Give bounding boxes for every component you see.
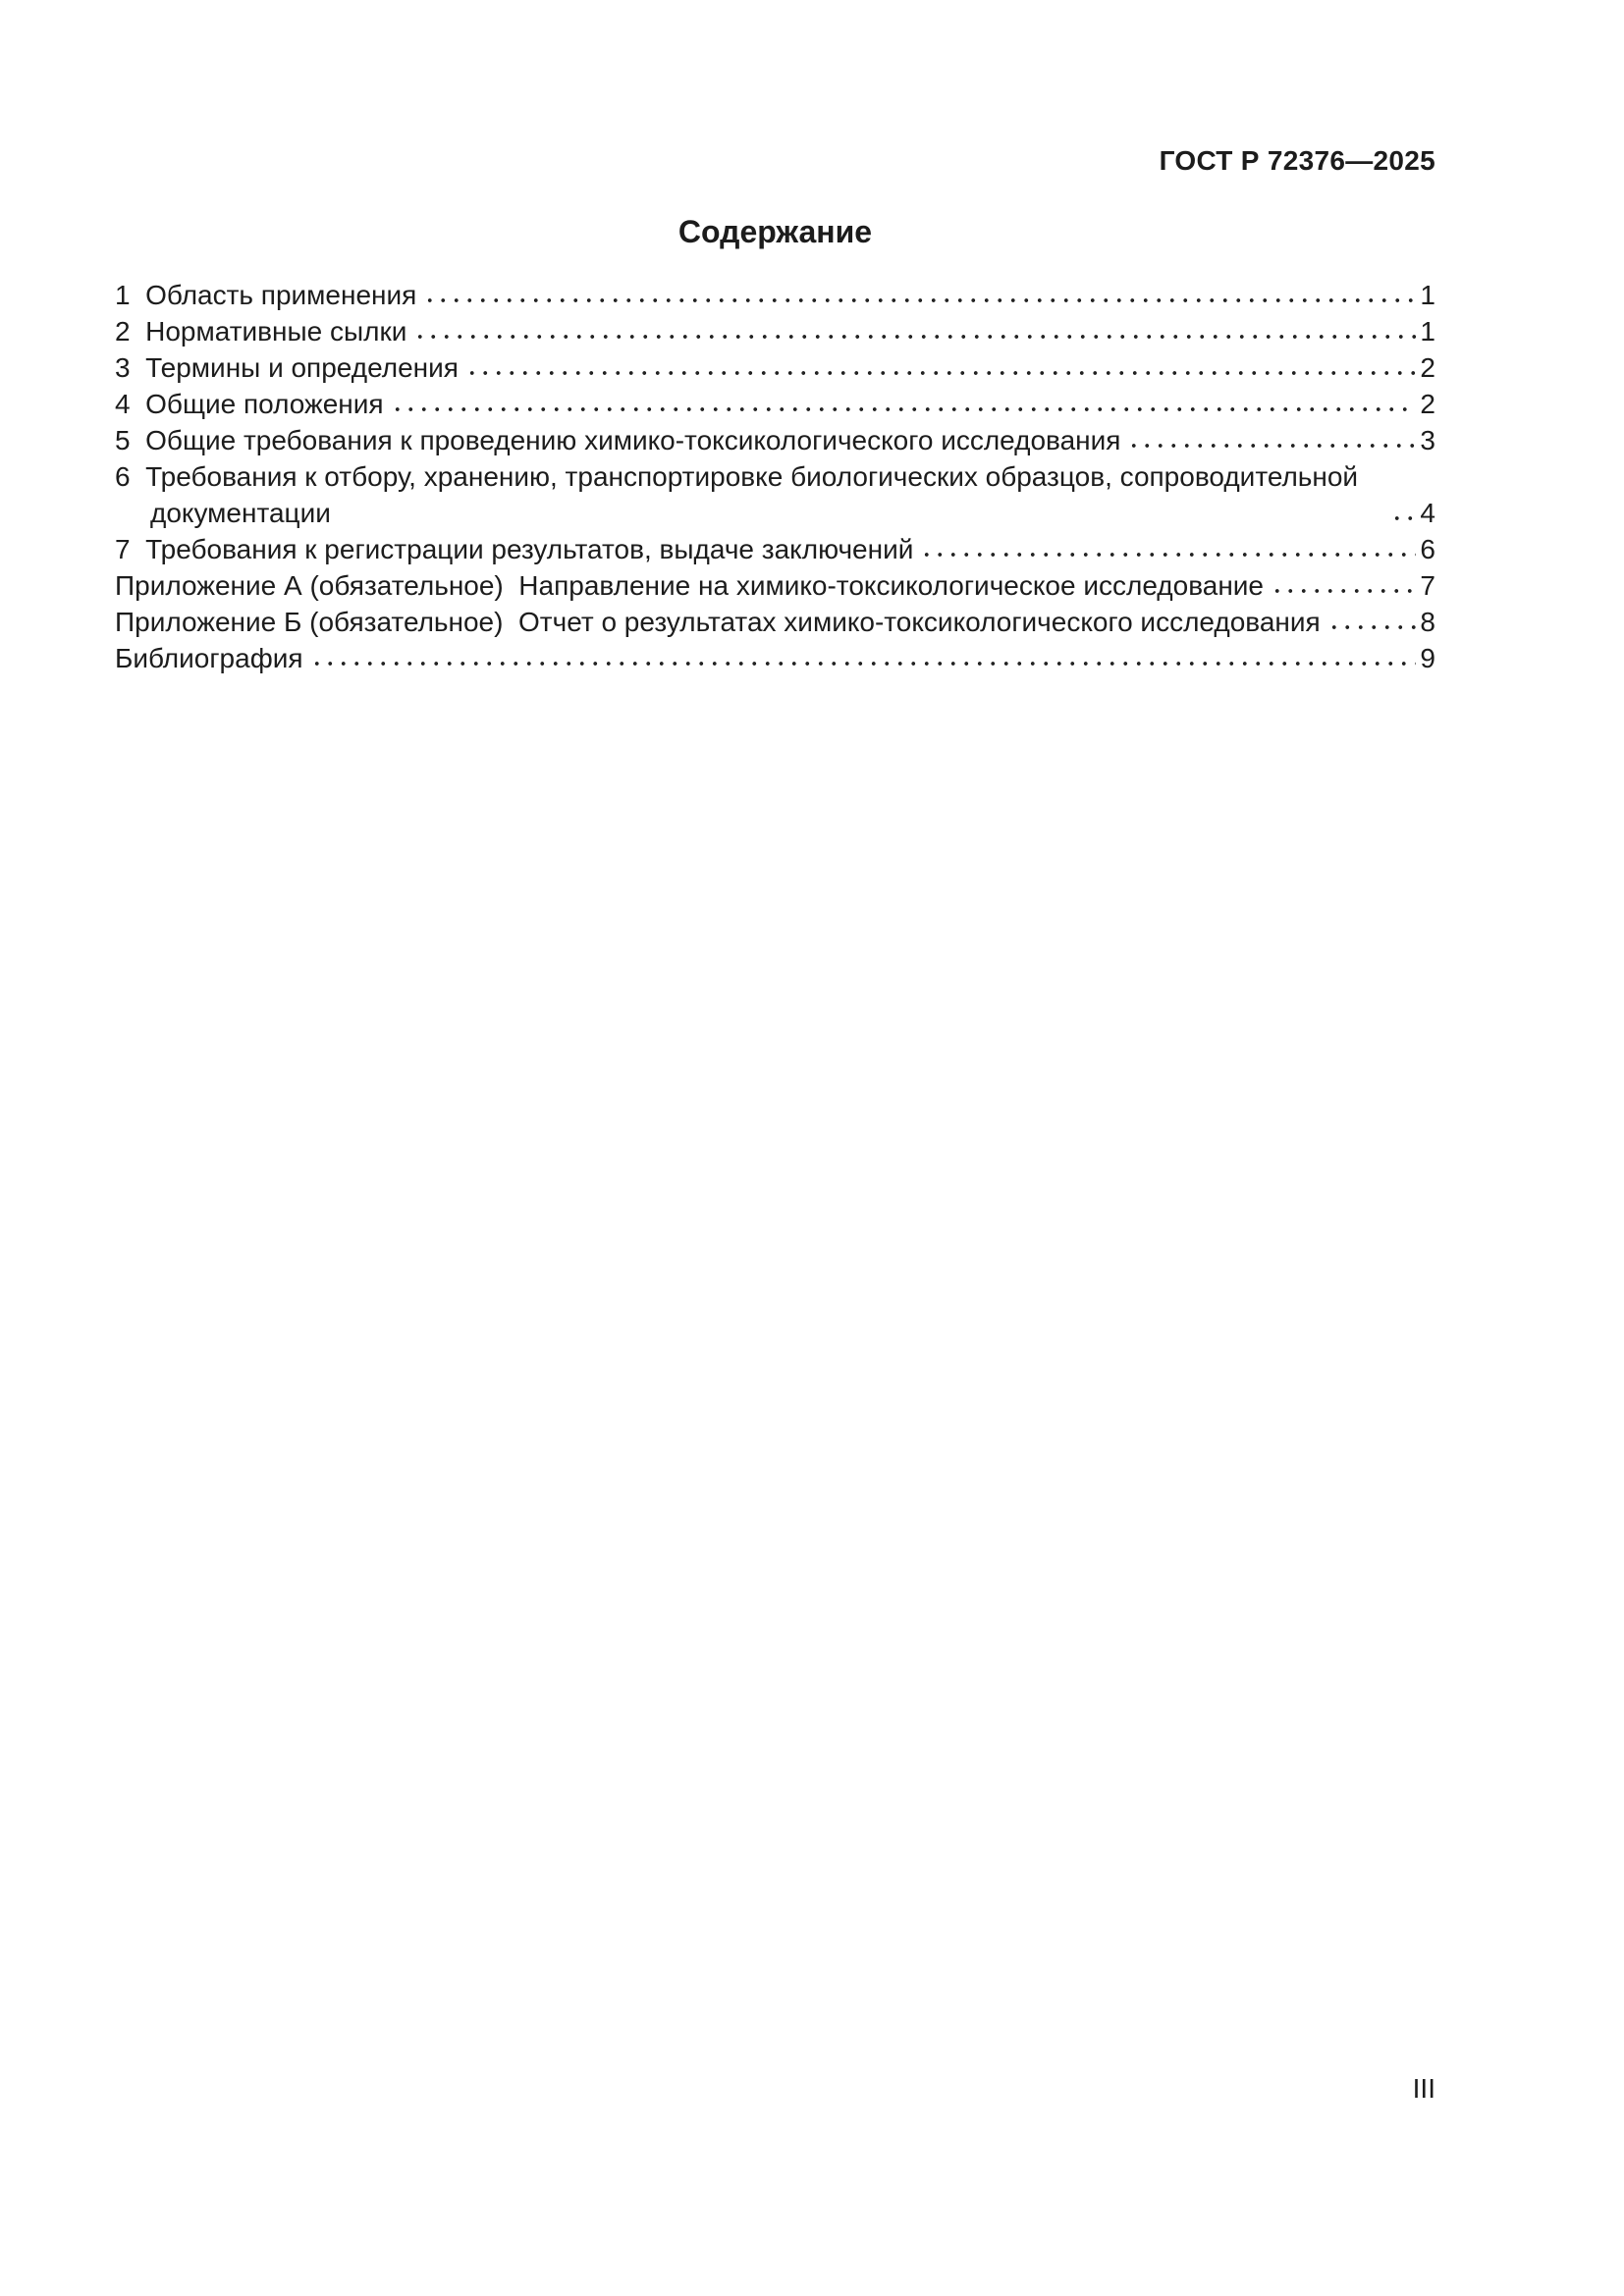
dot-leader — [411, 313, 1416, 349]
document-code: ГОСТ Р 72376—2025 — [1159, 145, 1435, 176]
toc-entry — [115, 349, 1435, 386]
dot-leader — [1269, 567, 1416, 604]
dot-leader — [1388, 495, 1416, 531]
dot-leader — [918, 531, 1416, 567]
toc-entry — [115, 422, 1435, 458]
toc-entry-label: 7 Требования к регистрации результатов, выдаче заключений — [115, 534, 914, 564]
toc-entry-page: 2 — [1420, 352, 1435, 383]
toc-entry-label: Библиография — [115, 643, 303, 673]
toc-entry-page: 7 — [1420, 570, 1435, 601]
toc-entry-page: 2 — [1420, 389, 1435, 419]
toc-entry — [115, 531, 1435, 567]
toc-entry — [115, 567, 1435, 604]
toc-entry-label: Приложение Б (обязательное) Отчет о результатах химико-токсикологического исследования — [115, 607, 1321, 637]
toc-entry — [115, 386, 1435, 422]
dot-leader — [1326, 604, 1417, 640]
toc-entry-page: 9 — [1420, 643, 1435, 673]
toc-entry-label: 2 Нормативные сылки — [115, 316, 407, 347]
dot-leader — [308, 640, 1417, 676]
toc-entry-page: 1 — [1420, 316, 1435, 347]
toc-entry-page: 4 — [1420, 498, 1435, 528]
toc-entry-page: 1 — [1420, 280, 1435, 310]
toc-entry — [115, 604, 1435, 640]
toc-entry — [115, 640, 1435, 676]
dot-leader — [463, 349, 1417, 386]
dot-leader — [1125, 422, 1416, 458]
toc-entry-label: 3 Термины и определения — [115, 352, 459, 383]
toc-entry — [115, 313, 1435, 349]
toc-entry-page: 6 — [1420, 534, 1435, 564]
page-number: III — [1412, 2073, 1435, 2104]
toc-entry-page: 3 — [1420, 425, 1435, 455]
toc-entry-label: 1 Область применения — [115, 280, 417, 310]
toc-title: Содержание — [677, 214, 873, 249]
toc-entry-label: 4 Общие положения — [115, 389, 384, 419]
dot-leader — [421, 277, 1416, 313]
toc-entry — [115, 277, 1435, 313]
toc-entry-label: 5 Общие требования к проведению химико-токсикологического исследования — [115, 425, 1121, 455]
toc-entry — [115, 458, 1435, 531]
dot-leader — [389, 386, 1417, 422]
toc-entry-label: Приложение А (обязательное) Направление на химико-токсикологическое исследование — [115, 570, 1264, 601]
table-of-contents — [115, 277, 1435, 676]
toc-entry-label: 6 Требования к отбору, хранению, транспортировке биологических образцов, сопроводительной документации — [115, 461, 1366, 528]
toc-entry-page: 8 — [1420, 607, 1435, 637]
